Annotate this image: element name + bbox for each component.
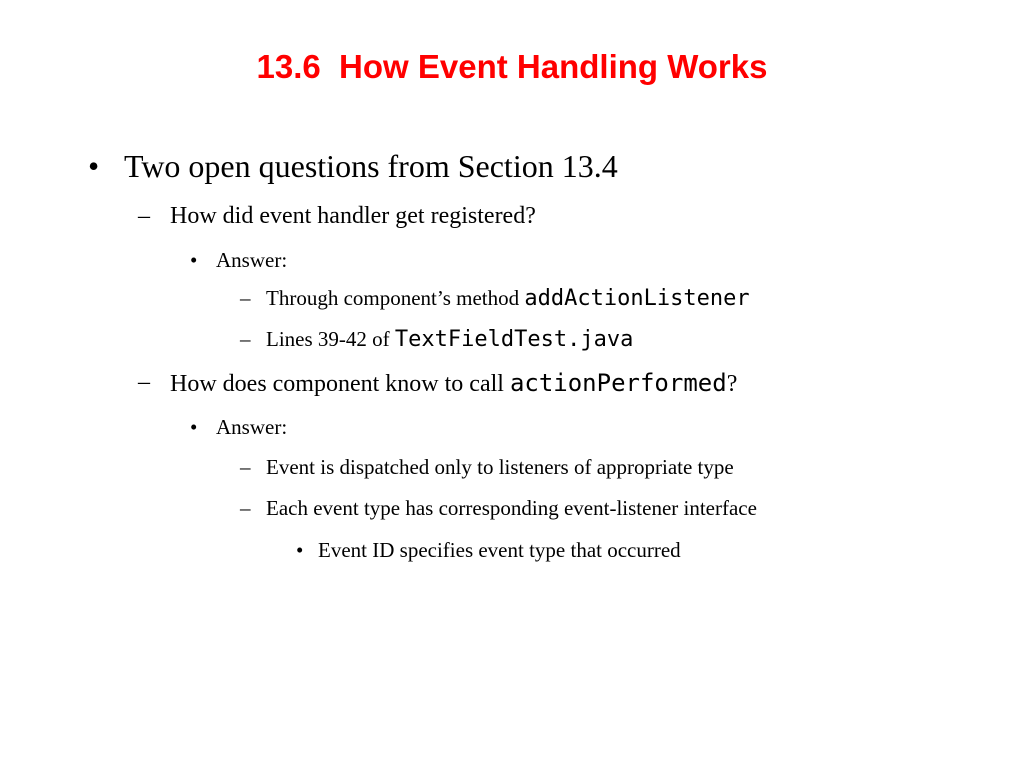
bullet-text: Event is dispatched only to listeners of appropriate type (266, 455, 734, 479)
dash-marker: – (240, 286, 251, 310)
bullet-text (266, 286, 750, 311)
bullet-text-suffix: ? (726, 371, 738, 397)
code-identifier: TextFieldTest.java (394, 327, 634, 352)
dash-marker: – (240, 455, 251, 479)
dash-marker: – (138, 369, 150, 395)
bullet-text: Each event type has corresponding event-listener interface (266, 496, 757, 520)
code-identifier: addActionListener (524, 286, 750, 311)
bullet-text: How did event handler get registered? (170, 203, 536, 229)
dash-marker: – (240, 327, 251, 351)
bullet-marker: • (190, 415, 198, 439)
bullet-marker: • (296, 538, 304, 562)
bullet-text-plain: Lines 39-42 of (266, 327, 395, 351)
bullet-text (266, 327, 633, 352)
code-identifier: actionPerformed (509, 369, 727, 397)
bullet-text: Answer: (216, 415, 288, 439)
bullet-text: Two open questions from Section 13.4 (124, 148, 618, 184)
bullet-text-plain: How does component know to call (170, 371, 510, 397)
dash-marker: – (138, 203, 150, 229)
bullet-text: Event ID specifies event type that occurred (318, 538, 681, 562)
bullet-marker: • (190, 248, 198, 272)
dash-marker: – (240, 496, 251, 520)
bullet-marker: • (88, 148, 100, 184)
bullet-text (170, 369, 737, 398)
slide-title: 13.6 How Event Handling Works (256, 48, 768, 85)
bullet-text-plain: Through component’s method (266, 286, 525, 310)
bullet-text: Answer: (216, 248, 288, 272)
